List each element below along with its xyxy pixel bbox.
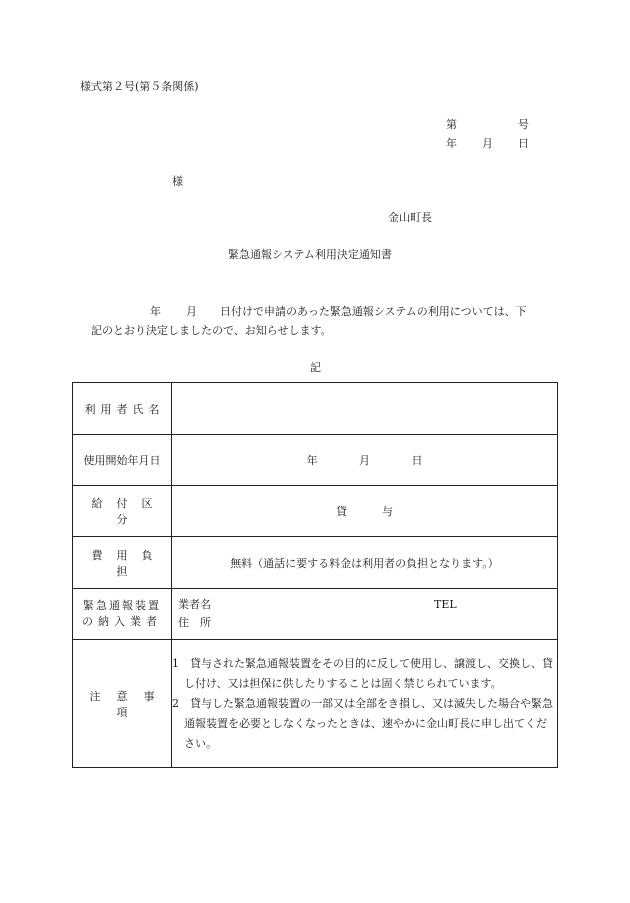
doc-number-suffix: 号 [518, 118, 529, 131]
supplier-label-line-2: の納入業者 [82, 615, 162, 628]
table-row [73, 383, 558, 435]
table-row [73, 486, 558, 537]
supplier-tel-label: TEL [434, 598, 457, 611]
supplier-address-label: 住 所 [178, 616, 211, 629]
body-line-1: 日付けで申請のあった緊急通報システムの利用については、下 [220, 305, 527, 318]
supplier-company-label: 業者名 [178, 598, 211, 611]
benefit-type-value: 貸 与 [172, 486, 558, 537]
document-title: 緊急通報システム利用決定通知書 [228, 248, 392, 261]
date-day-label: 日 [518, 137, 529, 150]
doc-number-prefix: 第 [446, 118, 457, 131]
table-row [73, 435, 558, 486]
note-item: 2 貸与した緊急通報装置の一部又は全部をき損し、又は滅失した場合や緊急通報装置を必要としなくなったときは、速やかに金山町長に申し出てください。 [172, 696, 553, 750]
notes-label: 注意事項 [73, 640, 172, 768]
table-row [73, 537, 558, 589]
start-date-month: 月 [359, 454, 370, 467]
start-date-label: 使用開始年月日 [73, 435, 172, 486]
date-month-label: 月 [482, 137, 493, 150]
supplier-label-line-1: 緊急通報装置 [83, 599, 161, 612]
body-line-2: 記のとおり決定しましたので、お知らせします。 [91, 324, 332, 337]
body-date-year: 年 [150, 305, 161, 318]
body-date-month: 月 [186, 305, 197, 318]
benefit-type-label: 給付区分 [73, 486, 172, 537]
supplier-label [73, 589, 172, 640]
start-date-day: 日 [411, 454, 423, 467]
addressee-suffix: 様 [172, 175, 183, 188]
start-date-year: 年 [306, 454, 318, 467]
supplier-value [172, 589, 558, 640]
table-row [73, 640, 558, 768]
start-date-value [172, 435, 558, 486]
user-name-label: 利用者氏名 [73, 383, 172, 435]
issuer: 金山町長 [388, 211, 432, 224]
notes-value [172, 640, 558, 768]
form-number: 様式第２号(第５条関係) [80, 80, 199, 93]
cost-burden-value: 無料（通話に要する料金は利用者の負担となります。） [172, 537, 558, 589]
date-year-label: 年 [446, 137, 457, 150]
decision-table [72, 382, 558, 768]
user-name-value [172, 383, 558, 435]
note-item: 1 貸与された緊急通報装置をその目的に反して使用し、譲渡し、交換し、貸し付け、又は担保に供したりすることは固く禁じられています。 [172, 656, 553, 690]
table-row [73, 589, 558, 640]
cost-burden-label: 費用負担 [73, 537, 172, 589]
ki-label: 記 [310, 361, 321, 374]
